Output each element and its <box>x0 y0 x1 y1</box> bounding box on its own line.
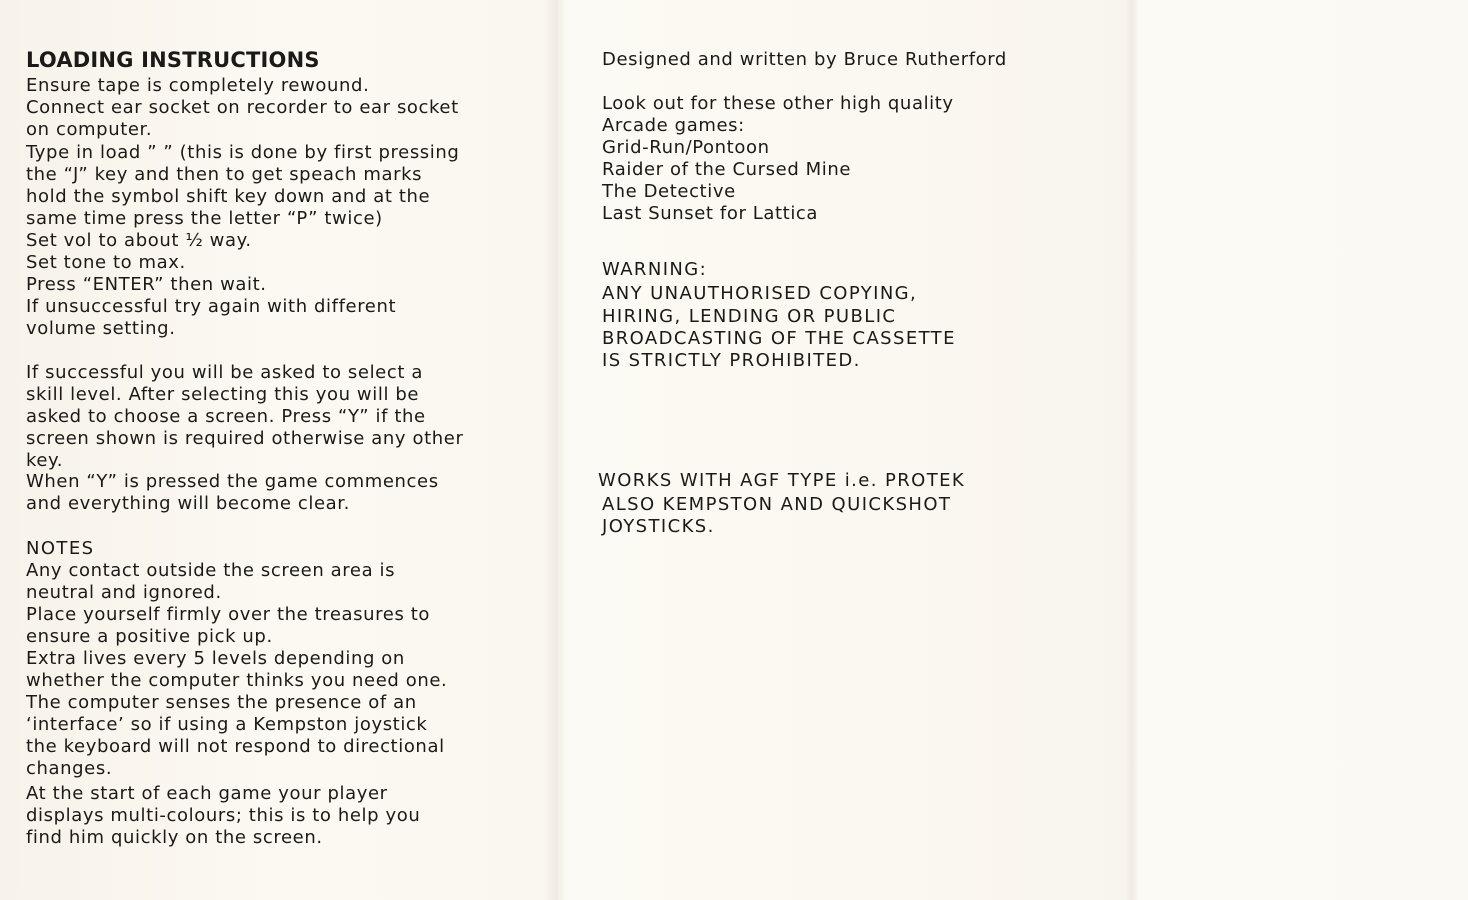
instruction-line: the “J” key and then to get speach marks <box>26 164 423 185</box>
other-games-intro: Arcade games: <box>602 115 745 136</box>
loading-instructions-heading: LOADING INSTRUCTIONS <box>26 48 320 72</box>
instruction-line: skill level. After selecting this you will be <box>26 384 420 405</box>
joystick-compatibility-line: WORKS WITH AGF TYPE i.e. PROTEK <box>598 470 966 491</box>
instruction-line: Set tone to max. <box>26 252 186 273</box>
instruction-line: volume setting. <box>26 318 176 339</box>
game-title: Last Sunset for Lattica <box>602 203 819 224</box>
instruction-line: If successful you will be asked to select a <box>26 362 423 383</box>
instruction-line: key. <box>26 450 64 471</box>
instruction-line: Connect ear socket on recorder to ear socket <box>26 97 459 118</box>
note-line: changes. <box>26 758 113 779</box>
instruction-line: Type in load ” ” (this is done by first pressing <box>26 142 460 163</box>
note-line: neutral and ignored. <box>26 582 222 603</box>
instruction-line: same time press the letter “P” twice) <box>26 208 383 229</box>
note-line: displays multi-colours; this is to help you <box>26 805 421 826</box>
note-line: the keyboard will not respond to directional <box>26 736 445 757</box>
note-line: Place yourself firmly over the treasures to <box>26 604 431 625</box>
instruction-line: Ensure tape is completely rewound. <box>26 75 370 96</box>
instruction-line: on computer. <box>26 119 153 140</box>
author-credit: Designed and written by Bruce Rutherford <box>602 49 1007 70</box>
joystick-compatibility-line: ALSO KEMPSTON AND QUICKSHOT <box>602 494 952 515</box>
note-line: The computer senses the presence of an <box>26 692 417 713</box>
instruction-line: and everything will become clear. <box>26 493 350 514</box>
note-line: ‘interface’ so if using a Kempston joystick <box>26 714 428 735</box>
note-line: Extra lives every 5 levels depending on <box>26 648 405 669</box>
note-line: whether the computer thinks you need one. <box>26 670 448 691</box>
note-line: find him quickly on the screen. <box>26 827 323 848</box>
game-title: Grid-Run/Pontoon <box>602 137 770 158</box>
warning-line: HIRING, LENDING OR PUBLIC <box>602 306 897 327</box>
note-line: ensure a positive pick up. <box>26 626 273 647</box>
warning-line: ANY UNAUTHORISED COPYING, <box>602 283 918 304</box>
game-title: The Detective <box>602 181 736 202</box>
instruction-line: If unsuccessful try again with different <box>26 296 397 317</box>
notes-heading: NOTES <box>26 538 95 559</box>
warning-line: IS STRICTLY PROHIBITED. <box>602 350 861 371</box>
joystick-compatibility-line: JOYSTICKS. <box>602 516 715 537</box>
note-line: At the start of each game your player <box>26 783 388 804</box>
instruction-line: screen shown is required otherwise any other <box>26 428 464 449</box>
instruction-line: Set vol to about ½ way. <box>26 230 252 251</box>
instruction-line: When “Y” is pressed the game commences <box>26 471 439 492</box>
note-line: Any contact outside the screen area is <box>26 560 396 581</box>
warning-title: WARNING: <box>602 259 708 280</box>
warning-line: BROADCASTING OF THE CASSETTE <box>602 328 956 349</box>
instruction-line: Press “ENTER” then wait. <box>26 274 267 295</box>
game-title: Raider of the Cursed Mine <box>602 159 852 180</box>
other-games-intro: Look out for these other high quality <box>602 93 954 114</box>
instruction-line: asked to choose a screen. Press “Y” if the <box>26 406 426 427</box>
instruction-line: hold the symbol shift key down and at the <box>26 186 431 207</box>
